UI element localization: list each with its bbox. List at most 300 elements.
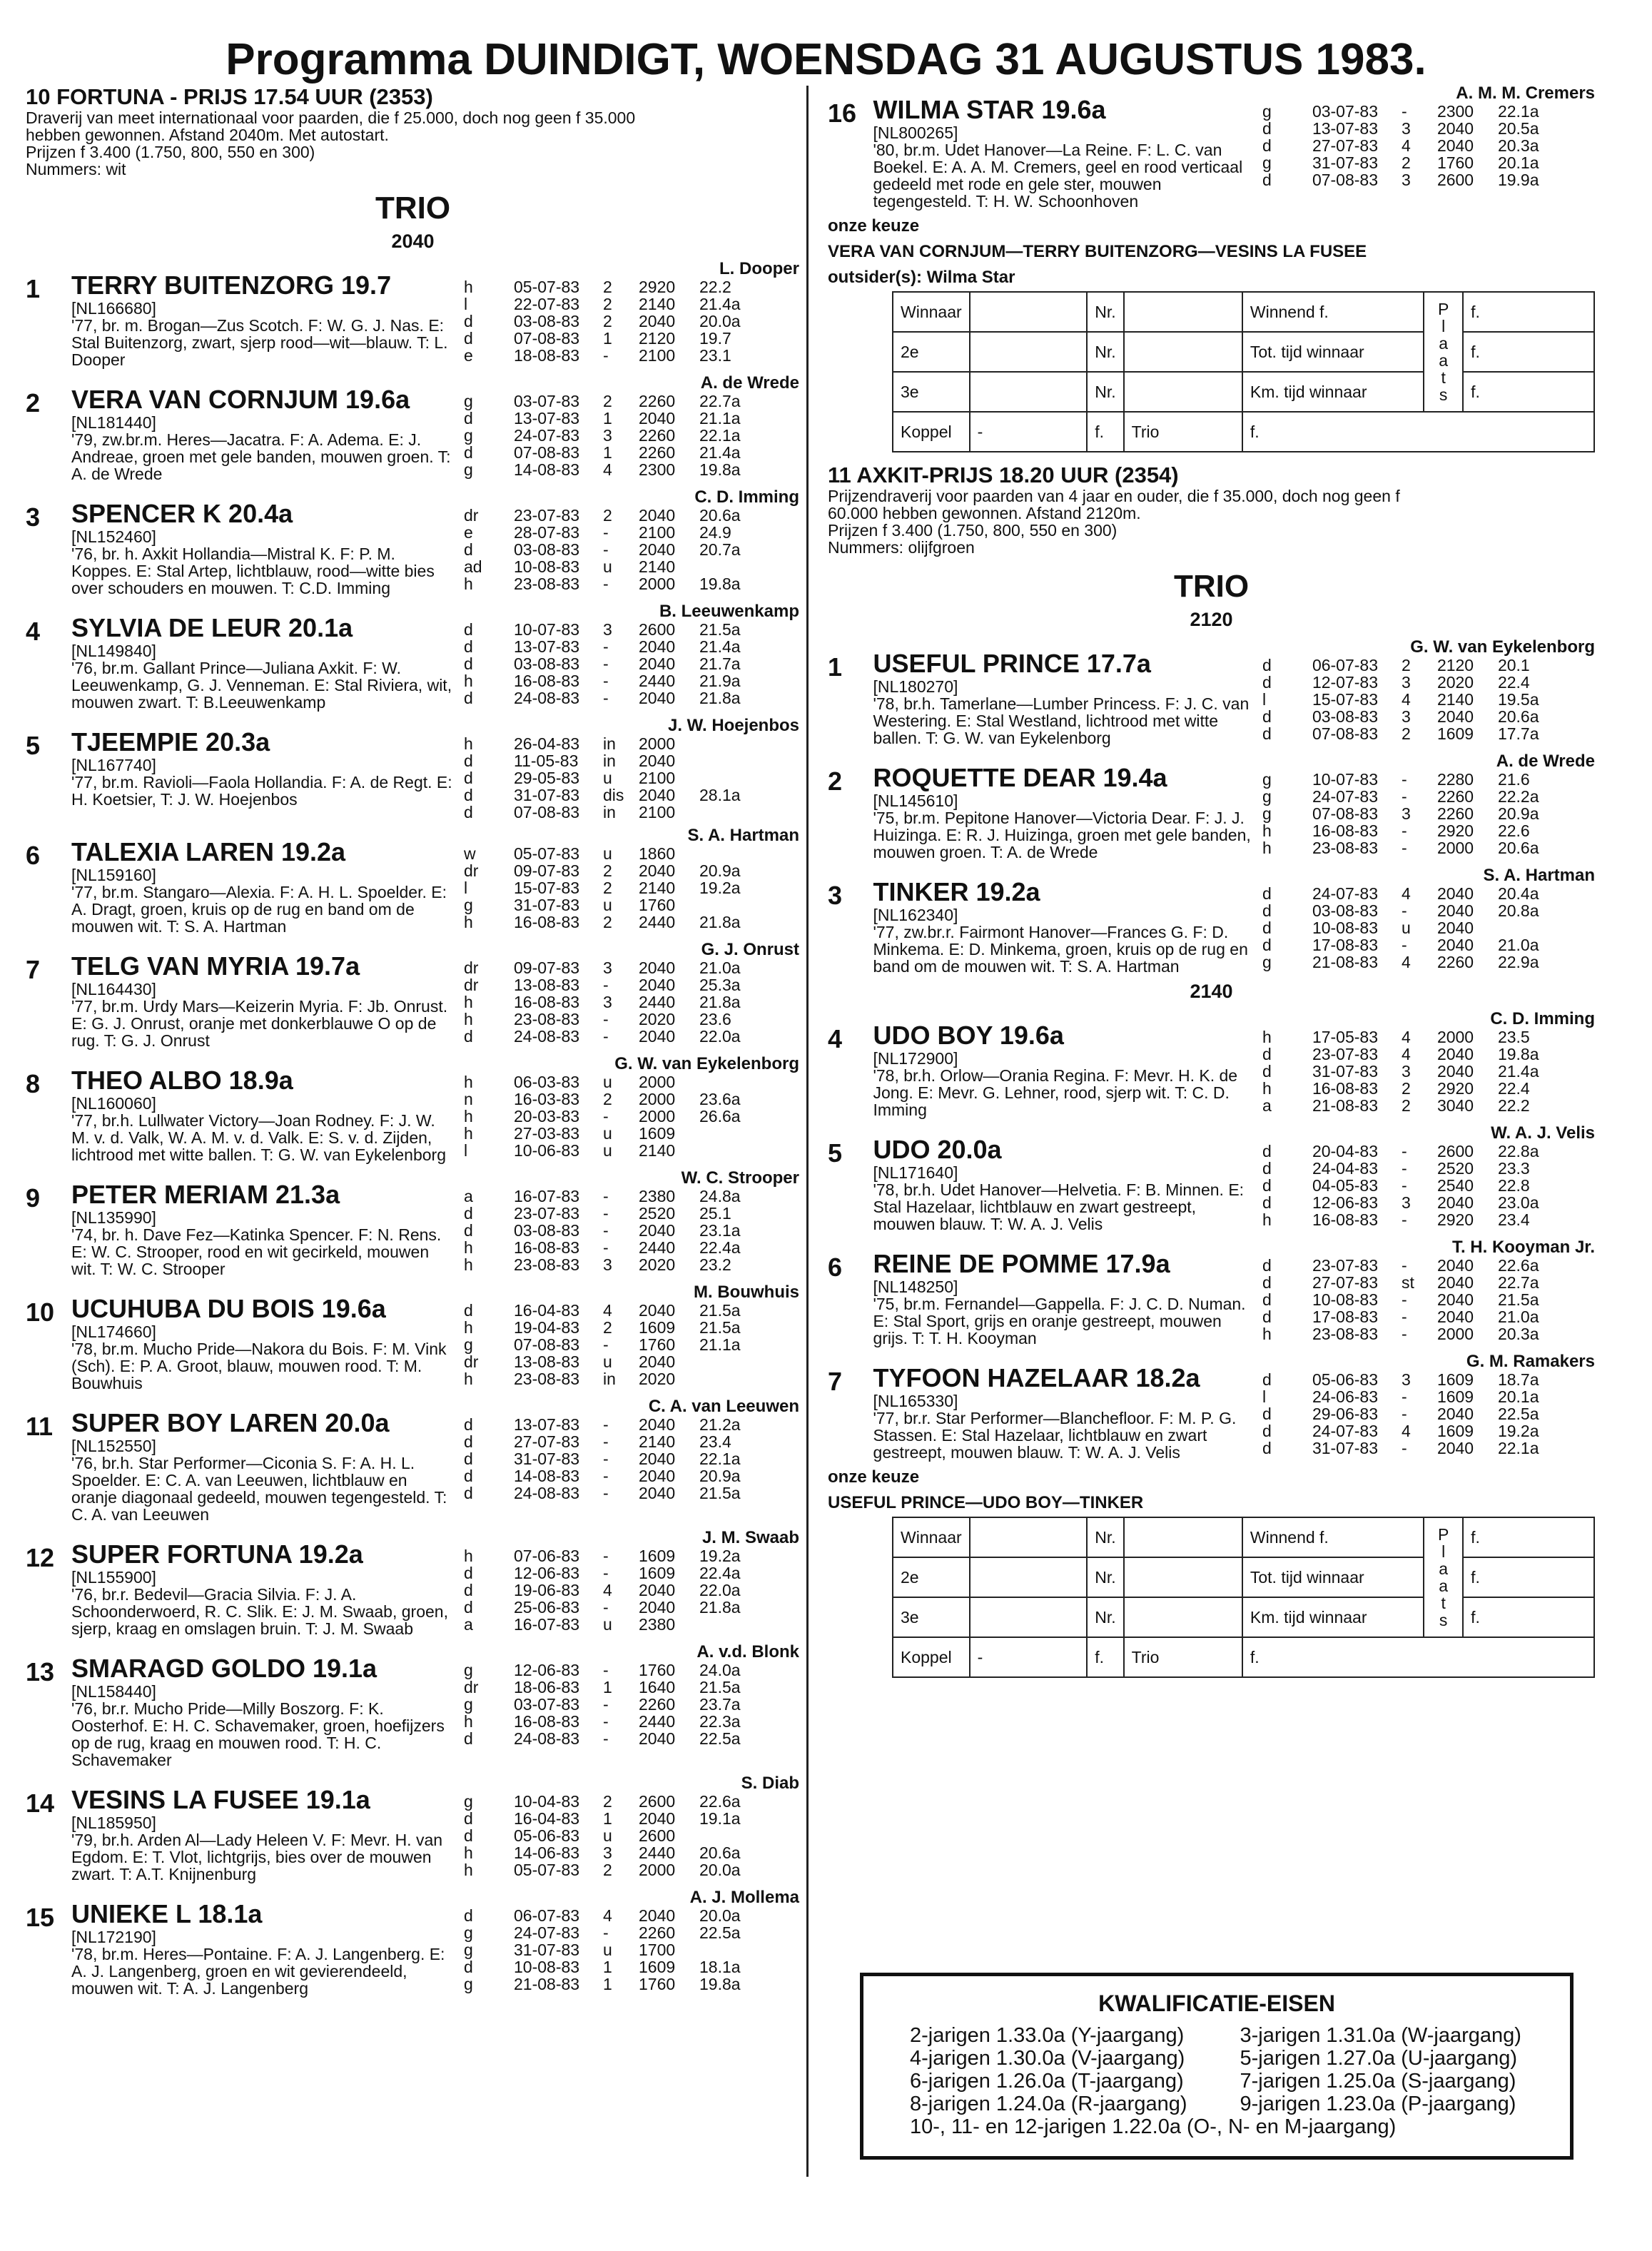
result-cell: u [603, 1615, 612, 1634]
bet-label: Nr. [1087, 1557, 1123, 1597]
result-cell: 13-08-83 [514, 976, 580, 994]
horse-entry [26, 1643, 800, 1769]
race-text-line: Draverij van meet internationaal voor paarden, die f 25.000, doch nog geen f 35.000 [26, 108, 636, 127]
horse-info [873, 1010, 1255, 1118]
kwal-grid [910, 2024, 1570, 2115]
race-text-line: Prijzendraverij voor paarden van 4 jaar en ouder, die f 35.000, doch nog geen f [828, 487, 1400, 505]
result-cell: - [603, 1450, 609, 1468]
horse-info [71, 1169, 457, 1278]
result-cell: 03-07-83 [1312, 102, 1379, 121]
result-row [1262, 953, 1595, 971]
result-row [464, 672, 799, 689]
result-cell: 22.4a [699, 1238, 741, 1257]
result-cell [1498, 919, 1562, 936]
result-cell: d [1262, 1193, 1272, 1212]
result-cell: 1760 [639, 1975, 676, 1993]
race-text-line: hebben gewonnen. Afstand 2040m. Met autostart. [26, 126, 389, 144]
result-cell: 1 [603, 329, 612, 348]
result-row [464, 655, 799, 672]
result-cell: 10-08-83 [514, 1958, 580, 1976]
result-cell: 4 [603, 1906, 612, 1925]
result-cell: g [464, 1695, 473, 1714]
horse-driver: A. de Wrede [1496, 752, 1595, 771]
result-cell: 29-05-83 [514, 769, 580, 787]
horse-info [873, 1238, 1255, 1347]
result-cell: 22.5a [699, 1923, 741, 1942]
result-cell: 2 [1401, 724, 1411, 743]
result-row [464, 1713, 799, 1730]
result-cell: g [464, 1975, 473, 1993]
result-cell: 2600 [639, 1826, 676, 1845]
result-cell: 24-07-83 [514, 1923, 580, 1942]
result-row [1262, 708, 1595, 725]
result-cell: 31-07-83 [514, 786, 580, 804]
result-cell: 07-08-83 [514, 329, 580, 348]
result-cell: 2920 [639, 278, 676, 296]
result-row [1262, 1028, 1595, 1046]
bet-label: f. [1463, 1517, 1594, 1557]
horse-results [464, 1283, 799, 1392]
result-cell: 23-08-83 [1312, 839, 1379, 857]
horse-number: 4 [26, 617, 41, 646]
horse-description: '80, br.m. Udet Hanover—La Reine. F: L. C. van Boekel. E: A. A. M. Cremers, geel en rood verticaal gedeeld met rode en gele ster, mouwen tegengesteld. T: H. W. Schoonhoven [873, 141, 1243, 211]
horse-registration: [NL185950] [71, 1814, 156, 1832]
bet-label: Nr. [1087, 292, 1123, 332]
result-cell: d [464, 637, 473, 656]
result-row [1262, 1274, 1595, 1291]
result-cell: - [603, 1712, 609, 1731]
result-cell: 2040 [639, 976, 676, 994]
tweede-input[interactable] [970, 332, 1088, 372]
result-cell: 2040 [639, 1352, 676, 1371]
horse-name: PETER MERIAM 21.3a [71, 1180, 340, 1209]
horse-results [1262, 1352, 1595, 1461]
race-text-line: Nummers: wit [26, 160, 126, 178]
result-cell: 21.5a [699, 1678, 741, 1696]
result-cell: - [603, 1107, 609, 1126]
result-cell: 3 [603, 426, 612, 445]
result-cell: 21.8a [699, 993, 741, 1011]
result-cell: d [464, 409, 473, 428]
result-cell: - [603, 1729, 609, 1748]
result-row [464, 735, 799, 752]
result-cell [699, 1370, 764, 1387]
horse-name: SYLVIA DE LEUR 20.1a [71, 613, 353, 642]
result-cell: 2040 [1436, 919, 1474, 937]
winnaar-input[interactable] [970, 292, 1088, 332]
result-cell: 20.0a [699, 1861, 741, 1879]
result-cell: 2920 [1436, 1079, 1474, 1098]
result-cell: dis [603, 786, 624, 804]
result-cell: 2520 [1436, 1159, 1474, 1178]
result-row [464, 313, 799, 330]
result-cell: d [1262, 1062, 1272, 1081]
horse-registration: [NL162340] [873, 906, 958, 924]
nr-input[interactable] [1124, 332, 1242, 372]
result-cell: d [464, 1581, 473, 1599]
horse-info [71, 1529, 457, 1637]
bet-label: Nr. [1087, 1517, 1123, 1557]
result-cell: 4 [1401, 953, 1411, 971]
result-cell: 20-03-83 [514, 1107, 580, 1126]
result-row [464, 1810, 799, 1827]
result-row [464, 1353, 799, 1370]
result-cell: g [1262, 787, 1272, 806]
result-cell: 23-08-83 [514, 575, 580, 593]
horse-description: '76, br.h. Star Performer—Ciconia S. F: A. H. L. Spoelder. E: C. A. van Leeuwen, lichtblauw en oranje diagonaal gedeeld, mouwen tegengesteld. T: C. A. van Leeuwen [71, 1454, 447, 1524]
result-cell: 2040 [1436, 707, 1474, 726]
result-cell: 2040 [1436, 1290, 1474, 1309]
result-cell: 23-08-83 [1312, 1325, 1379, 1343]
horse-number: 7 [828, 1367, 843, 1396]
result-cell [699, 752, 764, 769]
bet-form-race10 [828, 291, 1595, 452]
horse-number: 9 [26, 1183, 41, 1213]
horse-description: '78, br.h. Tamerlane—Lumber Princess. F: J. C. van Westering. E: Stal Westland, lichtrood met witte ballen. T: G. W. van Eykelenborg [873, 694, 1250, 747]
result-cell: 2000 [639, 734, 676, 753]
result-cell: 12-06-83 [514, 1564, 580, 1582]
result-cell: d [1262, 119, 1272, 138]
result-cell: 14-08-83 [514, 1467, 580, 1485]
result-cell: - [603, 1547, 609, 1565]
trio-amount[interactable]: f. [1242, 412, 1594, 452]
result-cell: 2 [1401, 1079, 1411, 1098]
result-row [464, 1256, 799, 1273]
result-row [464, 993, 799, 1011]
result-cell: d [464, 1027, 473, 1046]
result-cell: 18-08-83 [514, 346, 580, 365]
result-cell [699, 845, 764, 862]
result-cell: d [464, 1809, 473, 1828]
result-cell: 07-08-83 [514, 1335, 580, 1354]
result-cell: 22-07-83 [514, 295, 580, 313]
result-row [1262, 137, 1595, 154]
winnaar-input[interactable] [970, 1517, 1088, 1557]
result-cell: u [603, 896, 612, 914]
result-cell: 2020 [639, 1370, 676, 1388]
horse-name: TINKER 19.2a [873, 877, 1040, 906]
result-row [464, 1958, 799, 1976]
result-cell: 20.9a [699, 861, 741, 880]
result-cell: 2440 [639, 1238, 676, 1257]
result-row [464, 1319, 799, 1336]
result-cell: 20.6a [1497, 839, 1539, 857]
result-cell: 16-08-83 [514, 672, 580, 690]
race-text-line: Prijzen f 3.400 (1.750, 800, 550 en 300) [828, 521, 1118, 540]
result-cell: 13-07-83 [1312, 119, 1379, 138]
result-row [464, 575, 799, 592]
horse-driver: S. A. Hartman [1483, 866, 1595, 885]
result-cell: 20.1a [1497, 153, 1539, 172]
result-cell: 20.6a [1497, 707, 1539, 726]
tweede-input[interactable] [970, 1557, 1088, 1597]
result-cell: 2140 [639, 879, 676, 897]
result-cell: 1760 [1436, 153, 1474, 172]
result-cell: 2 [603, 913, 612, 931]
result-cell: 31-07-83 [1312, 1062, 1379, 1081]
derde-input[interactable] [970, 372, 1088, 412]
result-cell: g [1262, 770, 1272, 789]
result-cell: 09-07-83 [514, 861, 580, 880]
horse-info [71, 826, 457, 935]
result-cell: 19.5a [1497, 690, 1539, 709]
result-cell: 2440 [639, 913, 676, 931]
result-cell: 03-07-83 [514, 1695, 580, 1714]
horse-number: 5 [26, 731, 41, 760]
nr-input[interactable] [1124, 372, 1242, 412]
bet-label: Koppel [893, 1637, 970, 1677]
result-row [1262, 1160, 1595, 1177]
result-cell: 06-07-83 [514, 1906, 580, 1925]
horse-number: 7 [26, 955, 41, 984]
bet-label: Trio [1124, 412, 1242, 452]
horse-results [1262, 1238, 1595, 1347]
horse-info [71, 941, 457, 1049]
kwalificatie-box [860, 1973, 1574, 2160]
horse-driver: B. Leeuwenkamp [659, 602, 799, 621]
horse-registration: [NL152460] [71, 527, 156, 546]
result-cell: 22.1a [1497, 102, 1539, 121]
result-cell: 10-06-83 [514, 1141, 580, 1160]
nr-input[interactable] [1124, 1597, 1242, 1637]
nr-input[interactable] [1124, 292, 1242, 332]
result-cell: d [1262, 656, 1272, 674]
trio-heading: TRIO [1173, 569, 1250, 604]
result-cell: 27-07-83 [1312, 1273, 1379, 1292]
bet-label: Winnaar [893, 292, 970, 332]
bet-label: Koppel [893, 412, 970, 452]
horse-info [71, 1888, 457, 1997]
result-cell: 2 [603, 1090, 612, 1108]
result-cell: d [464, 1204, 473, 1223]
result-cell: 21.5a [699, 1318, 741, 1337]
result-cell: 21.8a [699, 689, 741, 707]
horse-description: '77, br.m. Urdy Mars—Keizerin Myria. F: Jb. Onrust. E: G. J. Onrust, oranje met donkerblauwe O op de rug. T: G. J. Onrust [71, 997, 448, 1050]
horse-description: '79, br.h. Arden Al—Lady Heleen V. F: Mevr. H. van Egdom. E: T. Vlot, lichtgrijs, bies over de mouwen zwart. T: A.T. Knijnenburg [71, 1831, 443, 1883]
result-row [464, 638, 799, 655]
result-cell: 2120 [1436, 656, 1474, 674]
result-cell: 2040 [1436, 1439, 1474, 1457]
result-cell: 2040 [639, 1809, 676, 1828]
result-row [464, 845, 799, 862]
horse-registration: [NL172900] [873, 1049, 958, 1068]
result-row [1262, 1097, 1595, 1114]
horse-registration: [NL160060] [71, 1094, 156, 1113]
result-cell: g [1262, 953, 1272, 971]
result-cell: d [1262, 1405, 1272, 1423]
result-cell: 2040 [639, 1450, 676, 1468]
bet-label: f. [1463, 1557, 1594, 1597]
result-cell: - [603, 1204, 609, 1223]
plaats-label: P l a a t s [1424, 292, 1463, 412]
horse-name: TALEXIA LAREN 19.2a [71, 837, 346, 866]
horse-info [71, 260, 457, 368]
result-cell: 10-07-83 [514, 620, 580, 639]
horse-info [71, 717, 457, 821]
result-cell [699, 804, 764, 821]
result-cell: 11-05-83 [514, 752, 579, 770]
horse-info [71, 602, 457, 711]
result-row [464, 524, 799, 541]
result-cell: 2040 [1436, 936, 1474, 954]
result-row [464, 1370, 799, 1387]
result-cell: d [1262, 724, 1272, 743]
result-cell: 05-07-83 [514, 1861, 580, 1879]
bet-table [892, 1517, 1595, 1678]
result-cell: l [464, 295, 468, 313]
result-cell: 2920 [1436, 1210, 1474, 1229]
result-cell: g [464, 1661, 473, 1679]
horse-info [71, 1774, 457, 1883]
horse-entry [828, 638, 1595, 747]
result-cell: 03-08-83 [514, 312, 580, 330]
horse-info [873, 638, 1255, 747]
result-cell: 13-07-83 [514, 409, 580, 428]
result-cell: - [603, 1598, 609, 1617]
result-cell: 22.2 [699, 278, 731, 296]
horse-number: 3 [26, 502, 41, 532]
trio-amount[interactable]: f. [1242, 1637, 1594, 1677]
result-cell: 16-08-83 [514, 993, 580, 1011]
horse-entry [26, 260, 800, 368]
result-row [464, 804, 799, 821]
result-cell: 06-07-83 [1312, 656, 1379, 674]
horse-description: '76, br. h. Axkit Hollandia—Mistral K. F: P. M. Koppes. E: Stal Artep, lichtblauw, rood—witte bies over schouders en mouwen. T: C.D. Imming [71, 545, 435, 597]
horse-registration: [NL180270] [873, 677, 958, 696]
result-cell: 07-08-83 [1312, 171, 1379, 189]
result-cell: 31-07-83 [514, 1450, 580, 1468]
horse-number: 2 [828, 767, 843, 796]
result-cell: 4 [1401, 690, 1411, 709]
result-row [1262, 1143, 1595, 1160]
horse-number: 2 [26, 388, 41, 418]
horse-description: '76, br.r. Mucho Pride—Milly Boszorg. F: K. Oosterhof. E: H. C. Schavemaker, groen, hoefijzers op de rug, kraag en mouwen rood. T: H. C. Schavemaker [71, 1699, 445, 1769]
result-cell: h [464, 278, 473, 296]
result-cell: 2140 [639, 1432, 676, 1451]
result-row [1262, 771, 1595, 788]
result-cell: 2040 [639, 1581, 676, 1599]
result-cell: 20-04-83 [1312, 1142, 1379, 1160]
derde-input[interactable] [970, 1597, 1088, 1637]
result-cell: 1609 [639, 1547, 676, 1565]
result-cell: 22.6a [699, 1792, 741, 1811]
horse-name: VERA VAN CORNJUM 19.6a [71, 385, 410, 414]
result-cell: d [464, 803, 473, 821]
result-cell [699, 1353, 764, 1370]
nr-input[interactable] [1124, 1557, 1242, 1597]
result-cell: 2040 [639, 1301, 676, 1320]
result-cell: 07-08-83 [1312, 724, 1379, 743]
result-cell: 22.4 [1497, 673, 1530, 692]
result-row [1262, 171, 1595, 188]
horse-entry [26, 1283, 800, 1392]
result-cell: d [1262, 171, 1272, 189]
horse-description: '77, br.m. Ravioli—Faola Hollandia. F: A. de Regt. E: H. Koetsier, T: J. W. Hoejenbos [71, 773, 452, 809]
result-cell: 21.5a [699, 1301, 741, 1320]
result-cell: u [603, 1941, 612, 1959]
result-cell: 27-07-83 [1312, 136, 1379, 155]
result-cell: - [603, 1695, 609, 1714]
result-row [464, 896, 799, 914]
result-row [464, 1730, 799, 1747]
result-cell: h [464, 913, 473, 931]
trio-heading: TRIO [375, 191, 451, 226]
horse-name: TELG VAN MYRIA 19.7a [71, 951, 360, 981]
result-cell: 2 [603, 295, 612, 313]
result-cell: d [1262, 1422, 1272, 1440]
bet-label: Tot. tijd winnaar [1242, 1557, 1424, 1597]
horse-registration: [NL159160] [71, 866, 156, 884]
result-cell: 22.6a [1497, 1256, 1539, 1275]
horse-name: TERRY BUITENZORG 19.7 [71, 270, 392, 300]
horse-description: '75, br.m. Fernandel—Gappella. F: J. C. D. Numan. E: Stal Sport, grijs en oranje gestreept, mouwen grijs. T: T. H. Kooyman [873, 1295, 1246, 1347]
result-cell: 23-07-83 [514, 1204, 580, 1223]
result-cell: 16-08-83 [514, 1238, 580, 1257]
result-cell: - [603, 1415, 609, 1434]
horse-description: '79, zw.br.m. Heres—Jacatra. F: A. Adema. E: J. Andreae, groen met gele banden, mouwen groen. T: A. de Wrede [71, 430, 451, 483]
result-cell: l [464, 1141, 468, 1160]
result-cell: - [603, 1238, 609, 1257]
result-cell: 24.0a [699, 1661, 741, 1679]
result-cell: 2140 [639, 1141, 676, 1160]
result-cell: d [464, 620, 473, 639]
result-cell: 14-08-83 [514, 460, 580, 479]
horse-driver: W. A. J. Velis [1491, 1123, 1595, 1143]
horse-driver: J. W. Hoejenbos [667, 716, 799, 735]
horse-registration: [NL167740] [71, 756, 156, 774]
result-cell: 19.2a [1497, 1422, 1539, 1440]
result-cell: - [603, 1564, 609, 1582]
result-row [464, 410, 799, 427]
result-row [1262, 919, 1595, 936]
result-cell: 18.7a [1497, 1370, 1539, 1389]
result-cell: 24.8a [699, 1187, 741, 1205]
result-cell: 1 [603, 1975, 612, 1993]
result-cell: 2 [603, 1318, 612, 1337]
kwal-row: 4-jarigen 1.30.0a (V-jaargang) [910, 2047, 1185, 2070]
result-cell: l [1262, 1387, 1267, 1406]
result-cell: - [1401, 1325, 1407, 1343]
result-cell: 16-08-83 [1312, 821, 1379, 840]
result-cell: 23.2 [699, 1255, 731, 1274]
result-cell: 24-08-83 [514, 1729, 580, 1748]
result-cell: 2040 [1436, 884, 1474, 903]
result-cell: 05-06-83 [514, 1826, 580, 1845]
result-cell: l [1262, 690, 1267, 709]
result-cell: 2040 [639, 752, 676, 770]
result-row [464, 278, 799, 295]
result-cell: 22.7a [699, 392, 741, 410]
result-cell: 20.9a [699, 1467, 741, 1485]
result-cell: 2040 [639, 1484, 676, 1502]
result-cell: 19-06-83 [514, 1581, 580, 1599]
result-row [464, 1073, 799, 1091]
horse-name: SMARAGD GOLDO 19.1a [71, 1654, 377, 1683]
result-cell: dr [464, 1352, 479, 1371]
horse-number: 15 [26, 1903, 55, 1932]
result-cell: 22.1a [699, 426, 741, 445]
bet-label: 2e [893, 1557, 970, 1597]
result-row [464, 1433, 799, 1450]
horse-driver: W. C. Strooper [681, 1168, 799, 1188]
result-cell: 2040 [1436, 1307, 1474, 1326]
result-row [464, 1616, 799, 1633]
horse-results [464, 1397, 799, 1523]
nr-input[interactable] [1124, 1517, 1242, 1557]
horse-results [1262, 1124, 1595, 1233]
horse-info [873, 84, 1255, 210]
result-row [464, 1011, 799, 1028]
